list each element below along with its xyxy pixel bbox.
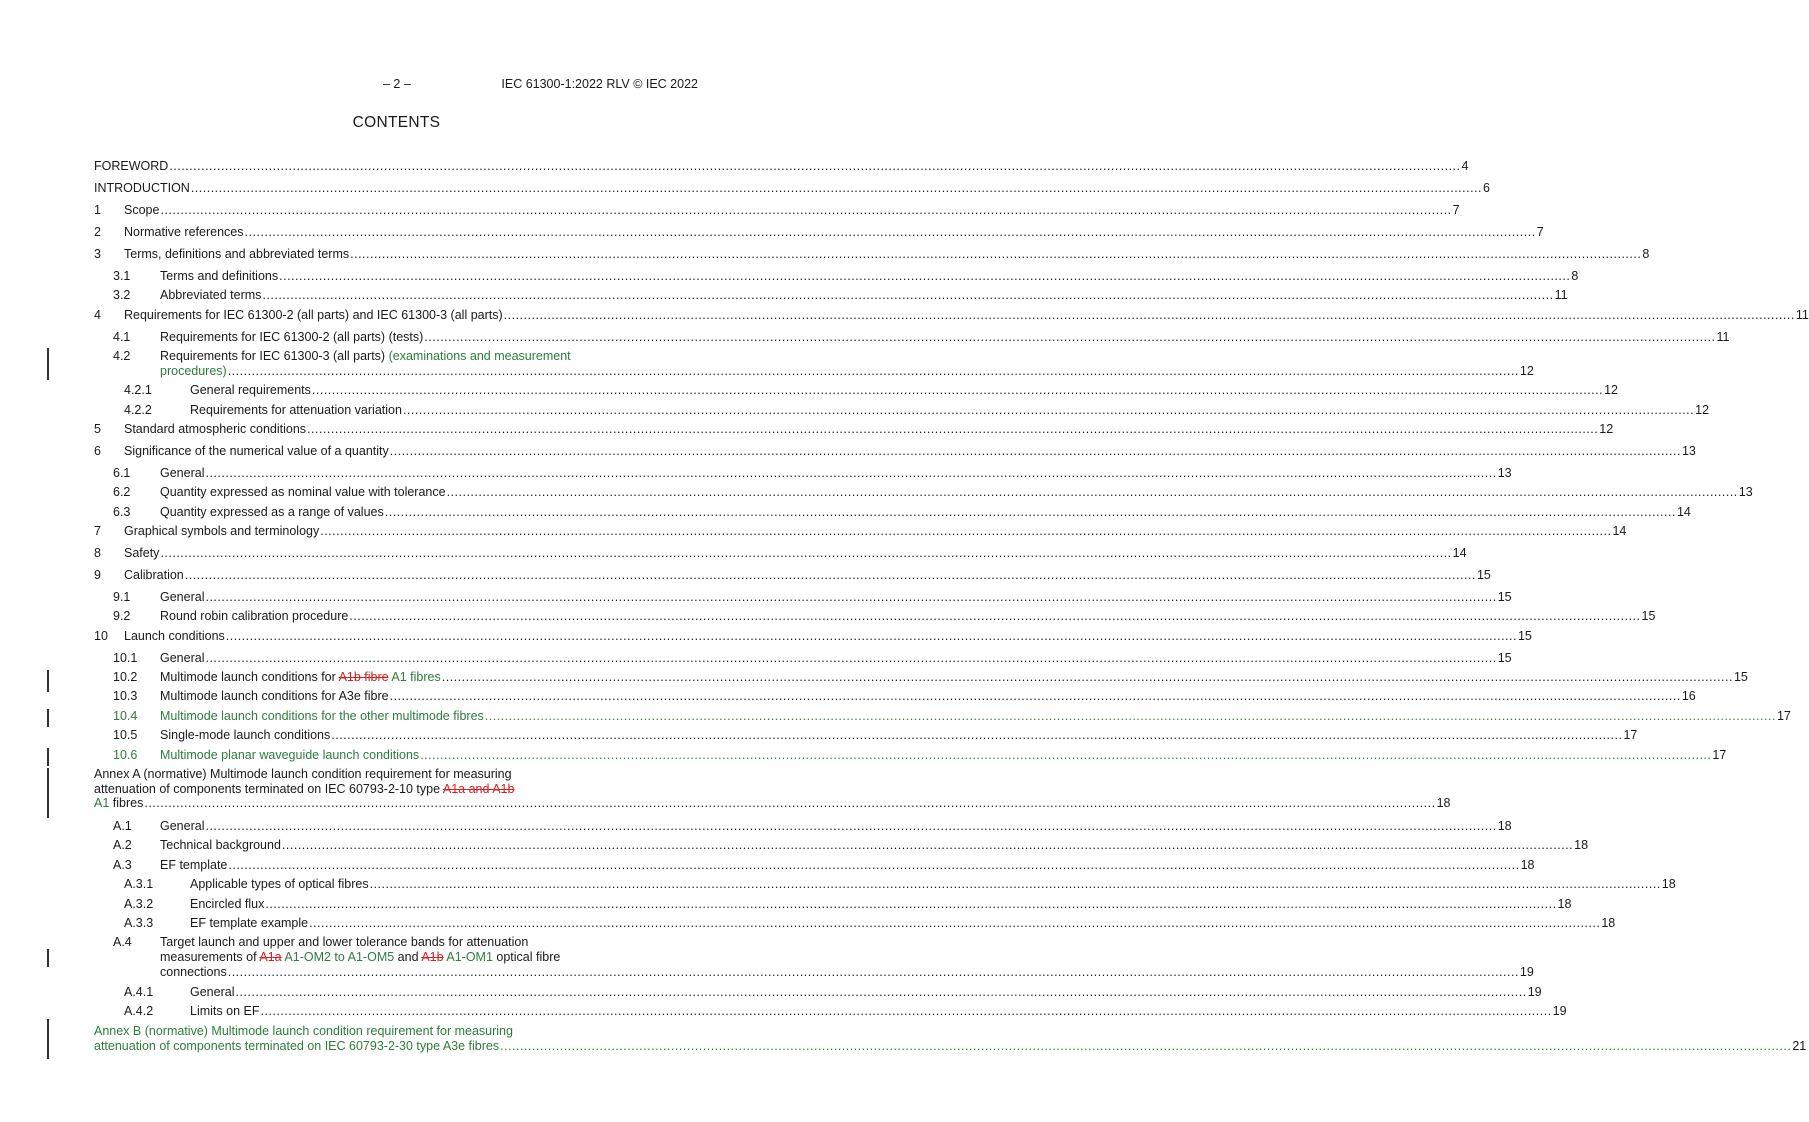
toc-entry-foreword[interactable] <box>94 159 1469 174</box>
toc-entry-title: Encircled flux <box>190 897 265 911</box>
toc-page-number: 12 <box>1604 383 1619 397</box>
page-number: – 2 – <box>383 77 411 91</box>
toc-entry-title: Target launch and upper and lower tolerance bands for attenuation <box>160 935 529 949</box>
toc-entry-10-3[interactable] <box>113 689 1696 704</box>
toc-page-number: 15 <box>1641 609 1656 623</box>
inserted-text: A1 <box>94 796 110 810</box>
change-bar <box>47 348 49 380</box>
toc-entry-title: Annex A (normative) Multimode launch condition requirement for measuring <box>94 767 512 781</box>
toc-entry-title: Round robin calibration procedure <box>160 609 349 623</box>
toc-entry-number: A.1 <box>113 819 132 833</box>
change-bar <box>47 768 49 818</box>
toc-entry-a-1[interactable] <box>113 819 1512 834</box>
toc-entry-number: 7 <box>94 524 101 538</box>
toc-page-number: 19 <box>1527 985 1542 999</box>
toc-entry-number: 3 <box>94 247 101 261</box>
toc-entry-title: General <box>190 985 235 999</box>
change-bar <box>47 748 49 766</box>
toc-entry-8[interactable] <box>94 546 1467 561</box>
toc-entry-title: Abbreviated terms <box>160 288 262 302</box>
toc-entry-number: A.3 <box>113 858 132 872</box>
toc-page-number: 11 <box>1554 288 1568 302</box>
toc-entry-title: Requirements for IEC 61300-2 (all parts) and IEC 61300-3 (all parts) <box>124 308 503 322</box>
toc-entry-title: Limits on EF <box>190 1004 260 1018</box>
toc-entry-number: 9.2 <box>113 609 131 623</box>
toc-entry-title: Scope <box>124 203 160 217</box>
toc-entry-number: A.3.3 <box>124 916 154 930</box>
toc-entry-title: EF template example <box>190 916 309 930</box>
toc-entry-number: A.2 <box>113 838 132 852</box>
toc-page-number: 11 <box>1716 330 1730 344</box>
toc-entry-a-4-1[interactable] <box>124 985 1542 1000</box>
toc-entry-title-cont: attenuation of components terminated on IEC 60793-2-30 type A3e fibres <box>94 1038 500 1053</box>
toc-entry-title: Single-mode launch conditions <box>160 728 331 742</box>
toc-entry-4-2-2[interactable] <box>124 403 1710 418</box>
change-bar <box>47 709 49 727</box>
toc-entry-number: 10.6 <box>113 748 138 762</box>
toc-page-number: 18 <box>1520 858 1535 872</box>
toc-entry-number: 10 <box>94 629 108 643</box>
toc-entry-title: EF template <box>160 858 228 872</box>
toc-page-number: 15 <box>1497 590 1512 604</box>
inserted-text: (examinations and measurement <box>388 349 571 363</box>
toc-entry-title: Requirements for attenuation variation <box>190 403 402 417</box>
toc-entry-title-cont: fibres <box>112 796 144 810</box>
inserted-text: procedures) <box>160 364 227 378</box>
toc-page-number: 12 <box>1695 403 1710 417</box>
toc-page-number: 21 <box>1792 1038 1807 1053</box>
toc-page-number: 18 <box>1574 838 1589 852</box>
toc-entry-a-3-2[interactable] <box>124 897 1572 912</box>
toc-entry-a-4-2[interactable] <box>124 1004 1567 1019</box>
toc-entry-number: A.4 <box>113 935 132 949</box>
toc-entry-title-cont: measurements of <box>160 950 257 964</box>
toc-entry-number: 10.3 <box>113 689 138 703</box>
toc-entry-annex-a[interactable] <box>94 767 1451 811</box>
toc-entry-7[interactable] <box>94 524 1627 539</box>
toc-page-number: 8 <box>1642 247 1650 261</box>
toc-entry-title: Multimode planar waveguide launch conditions <box>160 748 420 762</box>
toc-entry-a-3[interactable] <box>113 858 1535 873</box>
toc-entry-title: Multimode launch conditions for A3e fibre <box>160 689 389 703</box>
toc-page-number: 14 <box>1452 546 1467 560</box>
toc-entry-number: 4.2 <box>113 349 131 363</box>
deleted-text: A1b fibre <box>338 670 389 684</box>
toc-entry-number: A.3.1 <box>124 877 154 891</box>
toc-page-number: 17 <box>1776 709 1791 723</box>
toc-entry-number: 10.4 <box>113 709 138 723</box>
toc-entry-title: General requirements <box>190 383 311 397</box>
toc-entry-introduction[interactable] <box>94 181 1490 196</box>
inserted-text: A1 fibres <box>391 670 441 684</box>
toc-page-number: 18 <box>1661 877 1676 891</box>
toc-entry-number: 8 <box>94 546 101 560</box>
toc-entry-title: Standard atmospheric conditions <box>124 422 307 436</box>
toc-entry-title: Calibration <box>124 568 184 582</box>
toc-page-number: 18 <box>1601 916 1616 930</box>
toc-page-number: 18 <box>1497 819 1512 833</box>
toc-page-number: 12 <box>1519 364 1534 378</box>
toc-page-number: 4 <box>1461 159 1469 173</box>
toc-entry-title: Requirements for IEC 61300-2 (all parts) (tests) <box>160 330 424 344</box>
toc-entry-6[interactable] <box>94 444 1696 459</box>
toc-page-number: 16 <box>1681 689 1696 703</box>
toc-entry-number: 10.1 <box>113 651 138 665</box>
toc-entry-a-3-3[interactable] <box>124 916 1616 931</box>
change-bar <box>47 670 49 692</box>
deleted-text: A1a and A1b <box>442 781 515 796</box>
toc-entry-title: General <box>160 590 205 604</box>
toc-page-number: 18 <box>1557 897 1572 911</box>
toc-entry-4-1[interactable] <box>113 330 1730 345</box>
change-bar <box>47 1019 49 1059</box>
toc-entry-title: Terms and definitions <box>160 269 279 283</box>
page-header <box>0 77 793 93</box>
toc-entry-title: Multimode launch conditions for <box>160 670 336 684</box>
toc-entry-number: 6 <box>94 444 101 458</box>
toc-entry-title-cont: attenuation of components terminated on IEC 60793-2-10 type <box>94 781 441 796</box>
toc-page-number: 13 <box>1497 466 1512 480</box>
toc-page-number: 15 <box>1517 629 1532 643</box>
toc-entry-title: Graphical symbols and terminology <box>124 524 320 538</box>
toc-entry-title: Quantity expressed as a range of values <box>160 505 384 519</box>
toc-page-number: 13 <box>1738 485 1753 499</box>
toc-entry-number: A.3.2 <box>124 897 154 911</box>
deleted-text: A1b <box>421 950 444 964</box>
toc-entry-title-cont: and <box>397 950 419 964</box>
toc-entry-title: Normative references <box>124 225 244 239</box>
toc-entry-title: Requirements for IEC 61300-3 (all parts) <box>160 349 386 363</box>
toc-page-number: 14 <box>1612 524 1627 538</box>
toc-page-number: 6 <box>1483 181 1490 195</box>
toc-entry-6-2[interactable] <box>113 485 1753 500</box>
toc-entry-a-4[interactable] <box>113 935 1534 980</box>
deleted-text: A1a <box>259 950 282 964</box>
toc-page-number: 15 <box>1497 651 1512 665</box>
toc-page-number: 14 <box>1676 505 1691 519</box>
toc-entry-10-6[interactable] <box>113 748 1727 763</box>
toc-page-number: 19 <box>1519 965 1534 979</box>
toc-entry-a-2[interactable] <box>113 838 1589 853</box>
toc-page-number: 15 <box>1733 670 1748 684</box>
inserted-text: A1-OM1 <box>446 950 493 964</box>
toc-entry-number: 4.2.1 <box>124 383 152 397</box>
contents-title: CONTENTS <box>352 114 441 131</box>
toc-entry-3-1[interactable] <box>113 269 1579 284</box>
change-bar <box>47 949 49 967</box>
toc-page-number: 7 <box>1536 225 1544 239</box>
toc-entry-number: 6.1 <box>113 466 131 480</box>
toc-entry-title: Safety <box>124 546 160 560</box>
toc-entry-number: 6.2 <box>113 485 131 499</box>
toc-entry-number: 6.3 <box>113 505 131 519</box>
toc-entry-title: Quantity expressed as nominal value with tolerance <box>160 485 446 499</box>
toc-entry-1[interactable] <box>94 203 1460 218</box>
toc-entry-title-cont: optical fibre <box>496 950 561 964</box>
toc-entry-2[interactable] <box>94 225 1544 240</box>
toc-entry-number: A.4.1 <box>124 985 154 999</box>
toc-entry-number: 9.1 <box>113 590 131 604</box>
toc-page-number: 19 <box>1552 1004 1567 1018</box>
toc-page-number: 12 <box>1599 422 1614 436</box>
toc-entry-title: Annex B (normative) Multimode launch condition requirement for measuring <box>94 1024 513 1038</box>
toc-entry-title: Launch conditions <box>124 629 225 643</box>
toc-entry-title: INTRODUCTION <box>94 181 190 195</box>
toc-entry-title: General <box>160 819 205 833</box>
toc-entry-title: General <box>160 651 205 665</box>
toc-entry-title: Applicable types of optical fibres <box>190 877 369 891</box>
toc-entry-9[interactable] <box>94 568 1491 583</box>
toc-entry-4-2[interactable] <box>113 349 1534 379</box>
toc-entry-number: 3.1 <box>113 269 131 283</box>
toc-entry-number: 1 <box>94 203 101 217</box>
toc-entry-10[interactable] <box>94 629 1532 644</box>
toc-page-number: 15 <box>1476 568 1491 582</box>
toc-entry-10-1[interactable] <box>113 651 1512 666</box>
toc-page-number: 18 <box>1436 796 1451 810</box>
toc-page-number: 17 <box>1712 748 1727 762</box>
toc-entry-number: A.4.2 <box>124 1004 154 1018</box>
toc-entry-4-2-1[interactable] <box>124 383 1619 398</box>
toc-entry-a-3-1[interactable] <box>124 877 1676 892</box>
toc-entry-title: FOREWORD <box>94 159 169 173</box>
toc-entry-number: 4.2.2 <box>124 403 152 417</box>
toc-entry-6-3[interactable] <box>113 505 1691 520</box>
toc-entry-9-2[interactable] <box>113 609 1656 624</box>
toc-entry-number: 9 <box>94 568 101 582</box>
toc-entry-number: 10.5 <box>113 728 138 742</box>
toc-page-number: 17 <box>1623 728 1638 742</box>
toc-entry-3[interactable] <box>94 247 1650 262</box>
toc-entry-title: Multimode launch conditions for the other multimode fibres <box>160 709 484 723</box>
inserted-text: A1-OM2 to A1-OM5 <box>284 950 395 964</box>
toc-entry-10-5[interactable] <box>113 728 1638 743</box>
toc-entry-10-4[interactable] <box>113 709 1791 724</box>
toc-entry-title: Terms, definitions and abbreviated terms <box>124 247 350 261</box>
toc-entry-number: 5 <box>94 422 101 436</box>
toc-entry-title-cont: connections <box>160 965 227 979</box>
toc-entry-4[interactable] <box>94 308 1809 323</box>
document-reference: IEC 61300-1:2022 RLV © IEC 2022 <box>501 77 698 91</box>
toc-entry-number: 10.2 <box>113 670 138 684</box>
toc-entry-title: General <box>160 466 205 480</box>
toc-entry-number: 2 <box>94 225 101 239</box>
toc-page-number: 8 <box>1571 269 1579 283</box>
toc-entry-6-1[interactable] <box>113 466 1512 481</box>
toc-page-number: 11 <box>1795 308 1809 322</box>
toc-entry-number: 3.2 <box>113 288 131 302</box>
toc-page-number: 7 <box>1452 203 1460 217</box>
toc-entry-10-2[interactable] <box>113 670 1748 685</box>
toc-entry-9-1[interactable] <box>113 590 1512 605</box>
toc-entry-annex-b[interactable] <box>94 1024 1807 1053</box>
toc-entry-title: Technical background <box>160 838 281 852</box>
toc-entry-number: 4.1 <box>113 330 131 344</box>
toc-entry-5[interactable] <box>94 422 1614 437</box>
toc-entry-number: 4 <box>94 308 101 322</box>
toc-entry-3-2[interactable] <box>113 288 1568 303</box>
toc-page-number: 13 <box>1681 444 1696 458</box>
toc-entry-title: Significance of the numerical value of a quantity <box>124 444 389 458</box>
